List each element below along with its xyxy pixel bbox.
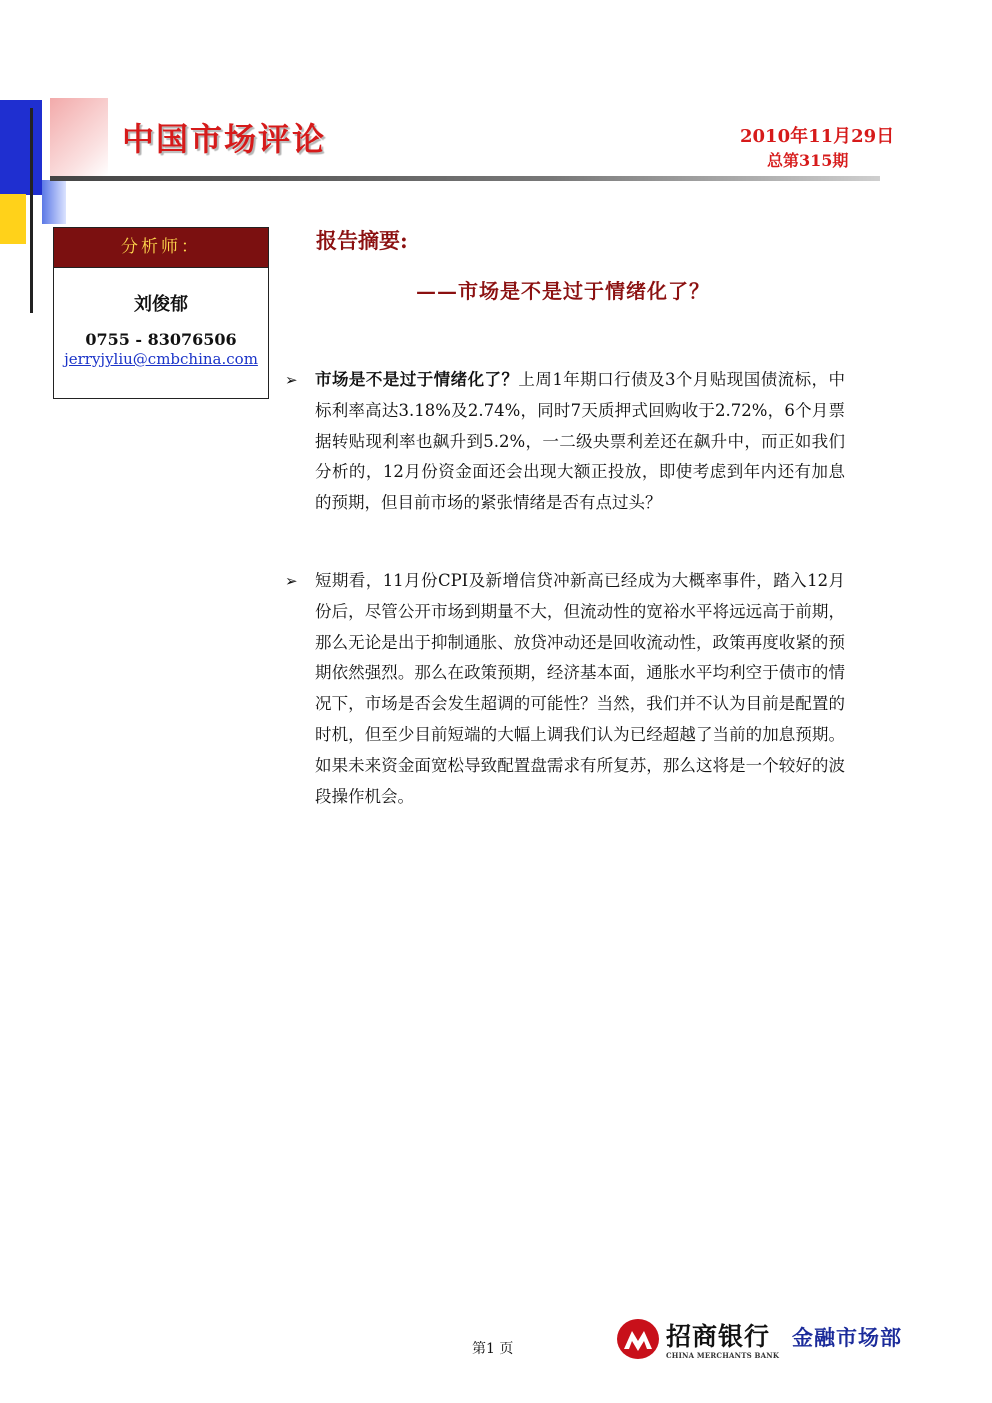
analyst-phone: 0755 - 83076506	[85, 330, 237, 349]
paragraph-body: 短期看，11月份CPI及新增信贷冲新高已经成为大概率事件，踏入12月份后，尽管公开市场到期量不大，但流动性的宽裕水平将远远高于前期，那么无论是出于抑制通胀、放贷冲动还是回收流动性，政策再度收紧的预期依然强烈。那么在政策预期，经济基本面，通胀水平均利空于债市的情况下，市场是否会发生超调的可能性？当然，我们并不认为目前是配置的时机，但至少目前短端的大幅上调我们认为已经超越了当前的加息预期。如果未来资金面宽松导致配置盘需求有所复苏，那么这将是一个较好的波段操作机会。	[315, 571, 845, 806]
issue-number: 总第315期	[767, 151, 849, 170]
analyst-name: 刘俊郁	[134, 294, 188, 315]
header-vertical-line	[30, 108, 33, 313]
bank-logo-icon	[617, 1319, 659, 1359]
bank-name-en: CHINA MERCHANTS BANK	[666, 1351, 780, 1360]
paragraph-text	[315, 566, 845, 812]
paragraph-text	[315, 365, 845, 519]
summary-paragraph-1	[285, 365, 845, 519]
header-rule	[50, 176, 880, 181]
arrow-bullet-icon: ➢	[285, 572, 298, 590]
header-decoration-pink	[50, 98, 108, 176]
page-number: 第1 页	[472, 1341, 514, 1357]
summary-subtitle: ——市场是不是过于情绪化了？	[416, 279, 710, 303]
paragraph-lead: 市场是不是过于情绪化了？	[315, 370, 519, 389]
publication-date: 2010年11月29日	[740, 126, 895, 147]
analyst-heading: 分析师：	[54, 228, 268, 268]
publication-title: 中国市场评论	[122, 120, 327, 158]
header-decoration-lightblue	[42, 180, 66, 224]
header-decoration-yellow	[0, 194, 26, 244]
analyst-email-link[interactable]: jerryjyliu@cmbchina.com	[64, 350, 258, 368]
summary-label: 报告摘要:	[316, 228, 408, 253]
summary-paragraph-2	[285, 566, 845, 812]
analyst-box	[53, 227, 269, 399]
paragraph-body: 上周1年期口行债及3个月贴现国债流标，中标利率高达3.18%及2.74%，同时7天质押式回购收于2.72%，6个月票据转贴现利率也飙升到5.2%，一二级央票利差还在飙升中，而正如我们分析的，12月份资金面还会出现大额正投放，即使考虑到年内还有加息的预期，但目前市场的紧张情绪是否有点过头？	[315, 370, 845, 513]
header-decoration-blue	[0, 100, 42, 195]
department-name: 金融市场部	[792, 1325, 902, 1350]
bank-name: 招商银行	[666, 1322, 771, 1351]
arrow-bullet-icon: ➢	[285, 371, 298, 389]
